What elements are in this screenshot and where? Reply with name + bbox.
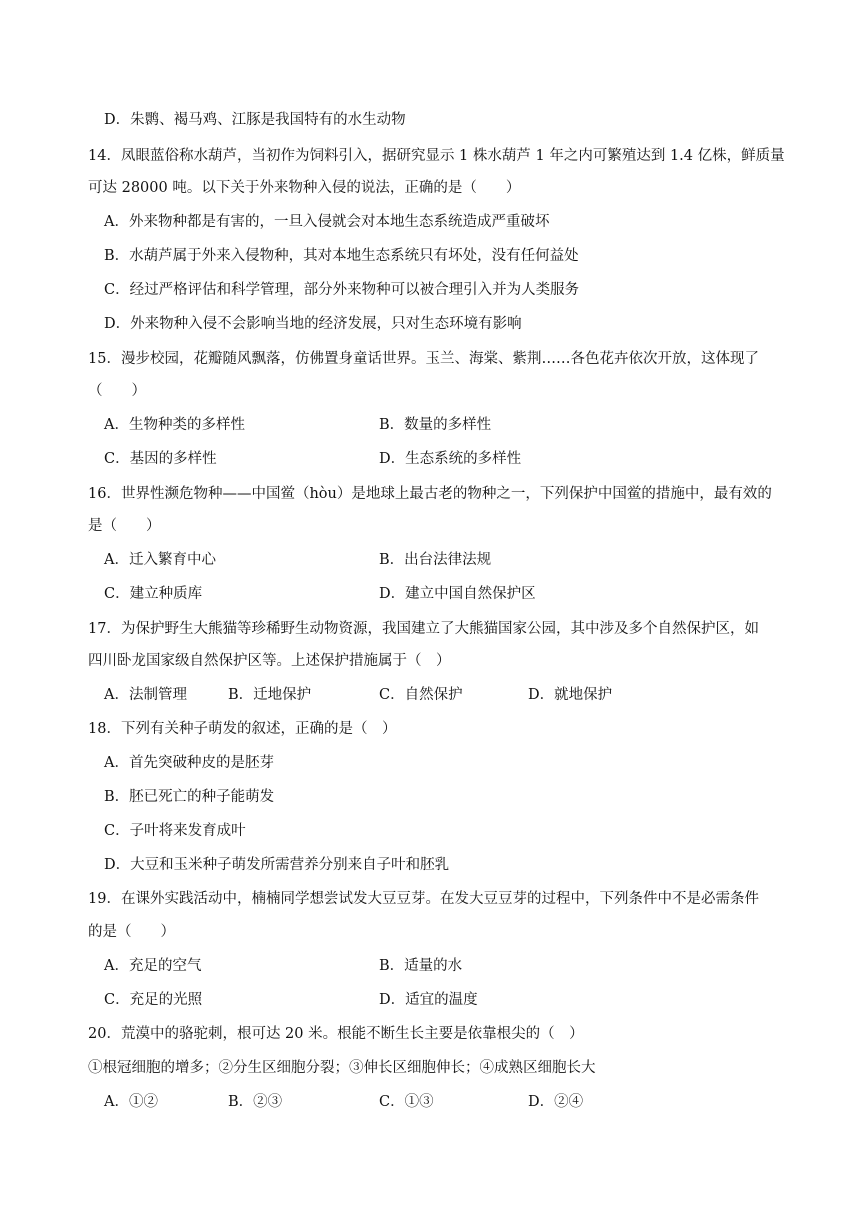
q20-option-d: D．②④ bbox=[528, 1094, 584, 1110]
q15-option-b: B．数量的多样性 bbox=[379, 417, 492, 433]
q17-option-b: B．迁地保护 bbox=[228, 687, 312, 703]
q19-option-a: A．充足的空气 bbox=[104, 958, 202, 974]
q17-stem-line1: 17．为保护野生大熊猫等珍稀野生动物资源，我国建立了大熊猫国家公园，其中涉及多个自然保护区，如 bbox=[88, 621, 759, 637]
q14-stem-line1: 14．凤眼蓝俗称水葫芦，当初作为饲料引入，据研究显示 1 株水葫芦 1 年之内可繁殖达到 1.4 亿株，鲜质量 bbox=[88, 148, 785, 164]
q14-stem-line2: 可达 28000 吨。以下关于外来物种入侵的说法，正确的是（ ） bbox=[88, 180, 521, 196]
q17-option-a: A．法制管理 bbox=[104, 687, 187, 703]
q18-option-d: D．大豆和玉米种子萌发所需营养分别来自子叶和胚乳 bbox=[104, 857, 450, 873]
q20-option-c: C．①③ bbox=[379, 1094, 434, 1110]
q18-option-a: A．首先突破种皮的是胚芽 bbox=[104, 755, 274, 771]
q15-option-c: C．基因的多样性 bbox=[104, 451, 217, 467]
q13-option-d: D．朱鹮、褐马鸡、江豚是我国特有的水生动物 bbox=[104, 112, 406, 128]
q14-option-d: D．外来物种入侵不会影响当地的经济发展，只对生态环境有影响 bbox=[104, 316, 522, 332]
q19-option-d: D．适宜的温度 bbox=[379, 992, 478, 1008]
q16-option-c: C．建立种质库 bbox=[104, 586, 203, 602]
q18-option-c: C．子叶将来发育成叶 bbox=[104, 823, 246, 839]
q20-option-a: A．①② bbox=[104, 1094, 158, 1110]
q19-stem-line1: 19．在课外实践活动中，楠楠同学想尝试发大豆豆芽。在发大豆豆芽的过程中，下列条件中不是必需条件 bbox=[88, 891, 759, 907]
q15-option-a: A．生物种类的多样性 bbox=[104, 417, 245, 433]
q15-stem-line1: 15．漫步校园，花瓣随风飘落，仿佛置身童话世界。玉兰、海棠、紫荆……各色花卉依次开放，这体现了 bbox=[88, 351, 759, 367]
q14-option-c: C．经过严格评估和科学管理，部分外来物种可以被合理引入并为人类服务 bbox=[104, 282, 580, 298]
q16-option-d: D．建立中国自然保护区 bbox=[379, 586, 536, 602]
q18-stem-line1: 18．下列有关种子萌发的叙述，正确的是（ ） bbox=[88, 721, 397, 737]
q14-option-a: A．外来物种都是有害的，一旦入侵就会对本地生态系统造成严重破坏 bbox=[104, 214, 550, 230]
q16-stem-line2: 是（ ） bbox=[88, 518, 161, 534]
q17-stem-line2: 四川卧龙国家级自然保护区等。上述保护措施属于（ ） bbox=[88, 653, 451, 669]
q16-option-a: A．迁入繁育中心 bbox=[104, 552, 216, 568]
q16-option-b: B．出台法律法规 bbox=[379, 552, 492, 568]
q15-stem-line2: （ ） bbox=[88, 383, 146, 399]
q20-option-b: B．②③ bbox=[228, 1094, 283, 1110]
q18-option-b: B．胚已死亡的种子能萌发 bbox=[104, 789, 275, 805]
q20-stem-line1: 20．荒漠中的骆驼刺，根可达 20 米。根能不断生长主要是依靠根尖的（ ） bbox=[88, 1026, 584, 1042]
q17-option-c: C．自然保护 bbox=[379, 687, 463, 703]
q20-stem-line2: ①根冠细胞的增多；②分生区细胞分裂；③伸长区细胞伸长；④成熟区细胞长大 bbox=[88, 1060, 596, 1076]
q19-stem-line2: 的是（ ） bbox=[88, 924, 175, 940]
q15-option-d: D．生态系统的多样性 bbox=[379, 451, 522, 467]
q19-option-b: B．适量的水 bbox=[379, 958, 463, 974]
q17-option-d: D．就地保护 bbox=[528, 687, 613, 703]
q14-option-b: B．水葫芦属于外来入侵物种，其对本地生态系统只有坏处，没有任何益处 bbox=[104, 248, 579, 264]
q16-stem-line1: 16．世界性濒危物种——中国鲎（hòu）是地球上最古老的物种之一，下列保护中国鲎的措施中，最有效的 bbox=[88, 486, 772, 502]
q19-option-c: C．充足的光照 bbox=[104, 992, 203, 1008]
